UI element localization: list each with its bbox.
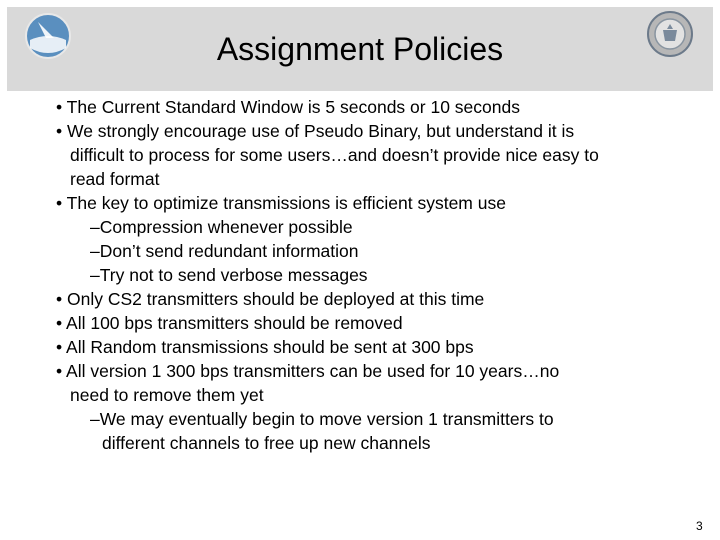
sub-bullet-continuation: different channels to free up new channels: [102, 433, 431, 453]
page-number: 3: [696, 519, 703, 533]
bullet-line: • All Random transmissions should be sent at 300 bps: [56, 337, 474, 357]
sub-bullet-line: –Try not to send verbose messages: [90, 265, 368, 285]
sub-bullet-line: –Don’t send redundant information: [90, 241, 359, 261]
bullet-line: • We strongly encourage use of Pseudo Binary, but understand it is: [56, 121, 575, 141]
bullet-line: • All 100 bps transmitters should be removed: [56, 313, 403, 333]
slide-title: Assignment Policies: [216, 31, 504, 67]
sub-bullet-line: –We may eventually begin to move version 1 transmitters to: [90, 409, 554, 429]
bullet-line: • All version 1 300 bps transmitters can be used for 10 years…no: [56, 361, 560, 381]
sub-bullet-line: –Compression whenever possible: [90, 217, 353, 237]
bullet-line: • The key to optimize transmissions is efficient system use: [56, 193, 506, 213]
bullet-continuation: read format: [70, 169, 160, 189]
bullet-continuation: need to remove them yet: [70, 385, 264, 405]
bullet-line: • The Current Standard Window is 5 seconds or 10 seconds: [56, 97, 520, 117]
bullet-line: • Only CS2 transmitters should be deployed at this time: [56, 289, 485, 309]
slide-body: [56, 95, 696, 455]
bullet-continuation: difficult to process for some users…and doesn’t provide nice easy to: [70, 145, 599, 165]
